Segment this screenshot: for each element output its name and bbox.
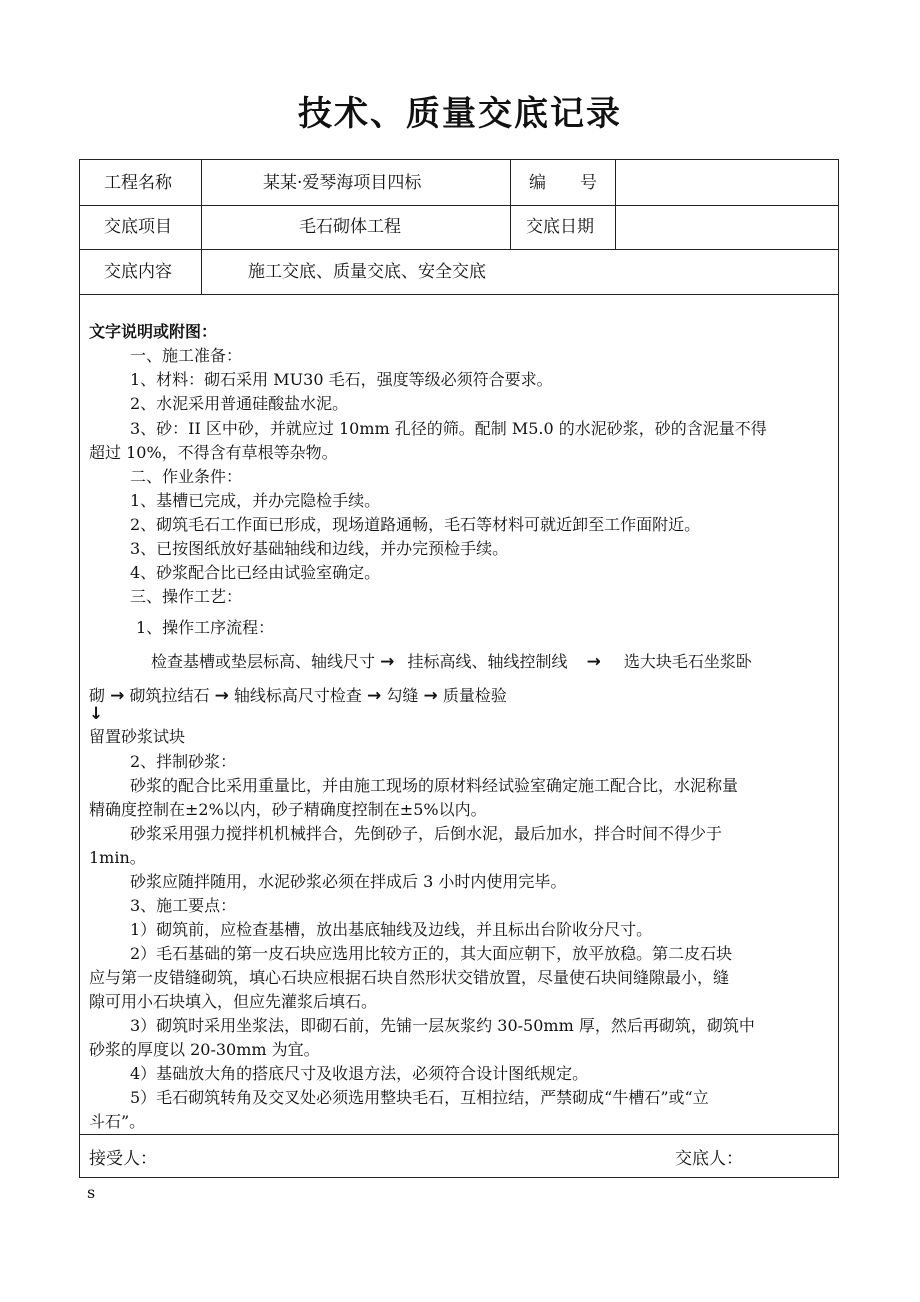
body-line: 3）砌筑时采用坐浆法，即砌石前，先铺一层灰浆约 30-50mm 厚，然后再砌筑，砌筑中	[130, 1016, 755, 1035]
body-line: 1、基槽已完成，并办完隐检手续。	[130, 491, 381, 510]
right-arrow-icon: →	[367, 686, 382, 706]
body-line: 4）基础放大角的搭底尺寸及收退方法，必须符合设计图纸规定。	[130, 1064, 589, 1083]
flow-step: 挂标高线、轴线控制线	[407, 652, 568, 671]
down-arrow-icon: ↓	[89, 704, 104, 724]
project-name-value: 某某·爱琴海项目四标	[263, 173, 422, 193]
receiver-label: 接受人：	[89, 1149, 157, 1169]
col-divider	[615, 160, 616, 249]
flow-step: 轴线标高尺寸检查	[233, 686, 362, 705]
page-title: 技术、质量交底记录	[298, 94, 622, 134]
page-mark: s	[87, 1183, 96, 1202]
body-line: 砂浆采用强力搅拌机机械拌合，先倒砂子，后倒水泥，最后加水，拌合时间不得少于	[130, 824, 723, 843]
flow-step: 砌筑拉结石	[129, 686, 210, 705]
row-divider	[80, 249, 838, 250]
item-label: 交底项目	[104, 217, 172, 237]
discloser-label: 交底人：	[675, 1149, 743, 1169]
body-line: 应与第一皮错缝砌筑，填心石块应根据石块自然形状交错放置，尽量使石块间缝隙最小，缝	[89, 968, 730, 987]
body-line: 三、操作工艺：	[130, 587, 243, 606]
flow-step: 选大块毛石坐浆卧	[623, 652, 752, 671]
body-line: 砂浆应随拌随用，水泥砂浆必须在拌成后 3 小时内使用完毕。	[130, 872, 567, 891]
body-line: 精确度控制在±2%以内，砂子精确度控制在±5%以内。	[89, 800, 487, 819]
body-heading: 文字说明或附图：	[89, 322, 218, 341]
right-arrow-icon: →	[380, 652, 395, 672]
right-arrow-icon: →	[586, 652, 601, 672]
item-value: 毛石砌体工程	[299, 217, 401, 237]
flow-row-1	[151, 650, 752, 674]
body-line: 二、作业条件：	[130, 467, 243, 486]
body-line: 斗石”。	[89, 1112, 146, 1131]
body-line: 砂浆的厚度以 20-30mm 为宜。	[89, 1040, 320, 1059]
row-divider	[80, 205, 838, 206]
flow-row-2	[89, 684, 507, 708]
flow-step: 砌	[89, 686, 106, 705]
right-arrow-icon: →	[214, 686, 229, 706]
body-line: 1、操作工序流程：	[136, 618, 275, 637]
flow-step: 检查基槽或垫层标高、轴线尺寸	[151, 652, 376, 671]
col-divider	[510, 160, 511, 249]
col-divider	[201, 160, 202, 294]
project-name-label: 工程名称	[104, 173, 172, 193]
row-divider	[80, 1134, 838, 1135]
content-label: 交底内容	[104, 262, 172, 282]
body-line: 3、砂：II 区中砂，并就应过 10mm 孔径的筛。配制 M5.0 的水泥砂浆，砂的含泥量不得	[130, 419, 767, 438]
body-line: 砂浆的配合比采用重量比，并由施工现场的原材料经试验室确定施工配合比，水泥称量	[130, 776, 739, 795]
right-arrow-icon: →	[110, 686, 125, 706]
body-line: 隙可用小石块填入，但应先灌浆后填石。	[89, 992, 378, 1011]
row-divider	[80, 294, 838, 295]
record-table	[79, 159, 839, 1178]
flow-step: 质量检验	[442, 686, 507, 705]
date-label: 交底日期	[526, 217, 594, 237]
body-line: 1、材料：砌石采用 MU30 毛石，强度等级必须符合要求。	[130, 370, 553, 389]
body-line: 3、施工要点：	[130, 896, 237, 915]
body-line: 2、水泥采用普通硅酸盐水泥。	[130, 394, 349, 413]
body-line: 2）毛石基础的第一皮石块应选用比较方正的，其大面应朝下，放平放稳。第二皮石块	[130, 944, 733, 963]
body-line: 1）砌筑前，应检查基槽，放出基底轴线及边线，并且标出台阶收分尺寸。	[130, 920, 653, 939]
body-line: 4、砂浆配合比已经由试验室确定。	[130, 563, 381, 582]
flow-step: 勾缝	[386, 686, 419, 705]
body-line: 2、拌制砂浆：	[130, 752, 237, 771]
flow-branch: 留置砂浆试块	[89, 727, 186, 746]
body-line: 3、已按图纸放好基础轴线和边线，并办完预检手续。	[130, 539, 509, 558]
body-line: 2、砌筑毛石工作面已形成，现场道路通畅，毛石等材料可就近卸至工作面附近。	[130, 515, 701, 534]
number-label: 编 号	[529, 173, 597, 193]
body-line: 一、施工准备：	[130, 346, 243, 365]
right-arrow-icon: →	[423, 686, 438, 706]
body-line: 超过 10%，不得含有草根等杂物。	[89, 443, 338, 462]
content-value: 施工交底、质量交底、安全交底	[248, 262, 486, 282]
body-line: 1min。	[89, 848, 146, 867]
body-line: 5）毛石砌筑转角及交叉处必须选用整块毛石，互相拉结，严禁砌成“牛槽石”或“立	[130, 1088, 709, 1107]
